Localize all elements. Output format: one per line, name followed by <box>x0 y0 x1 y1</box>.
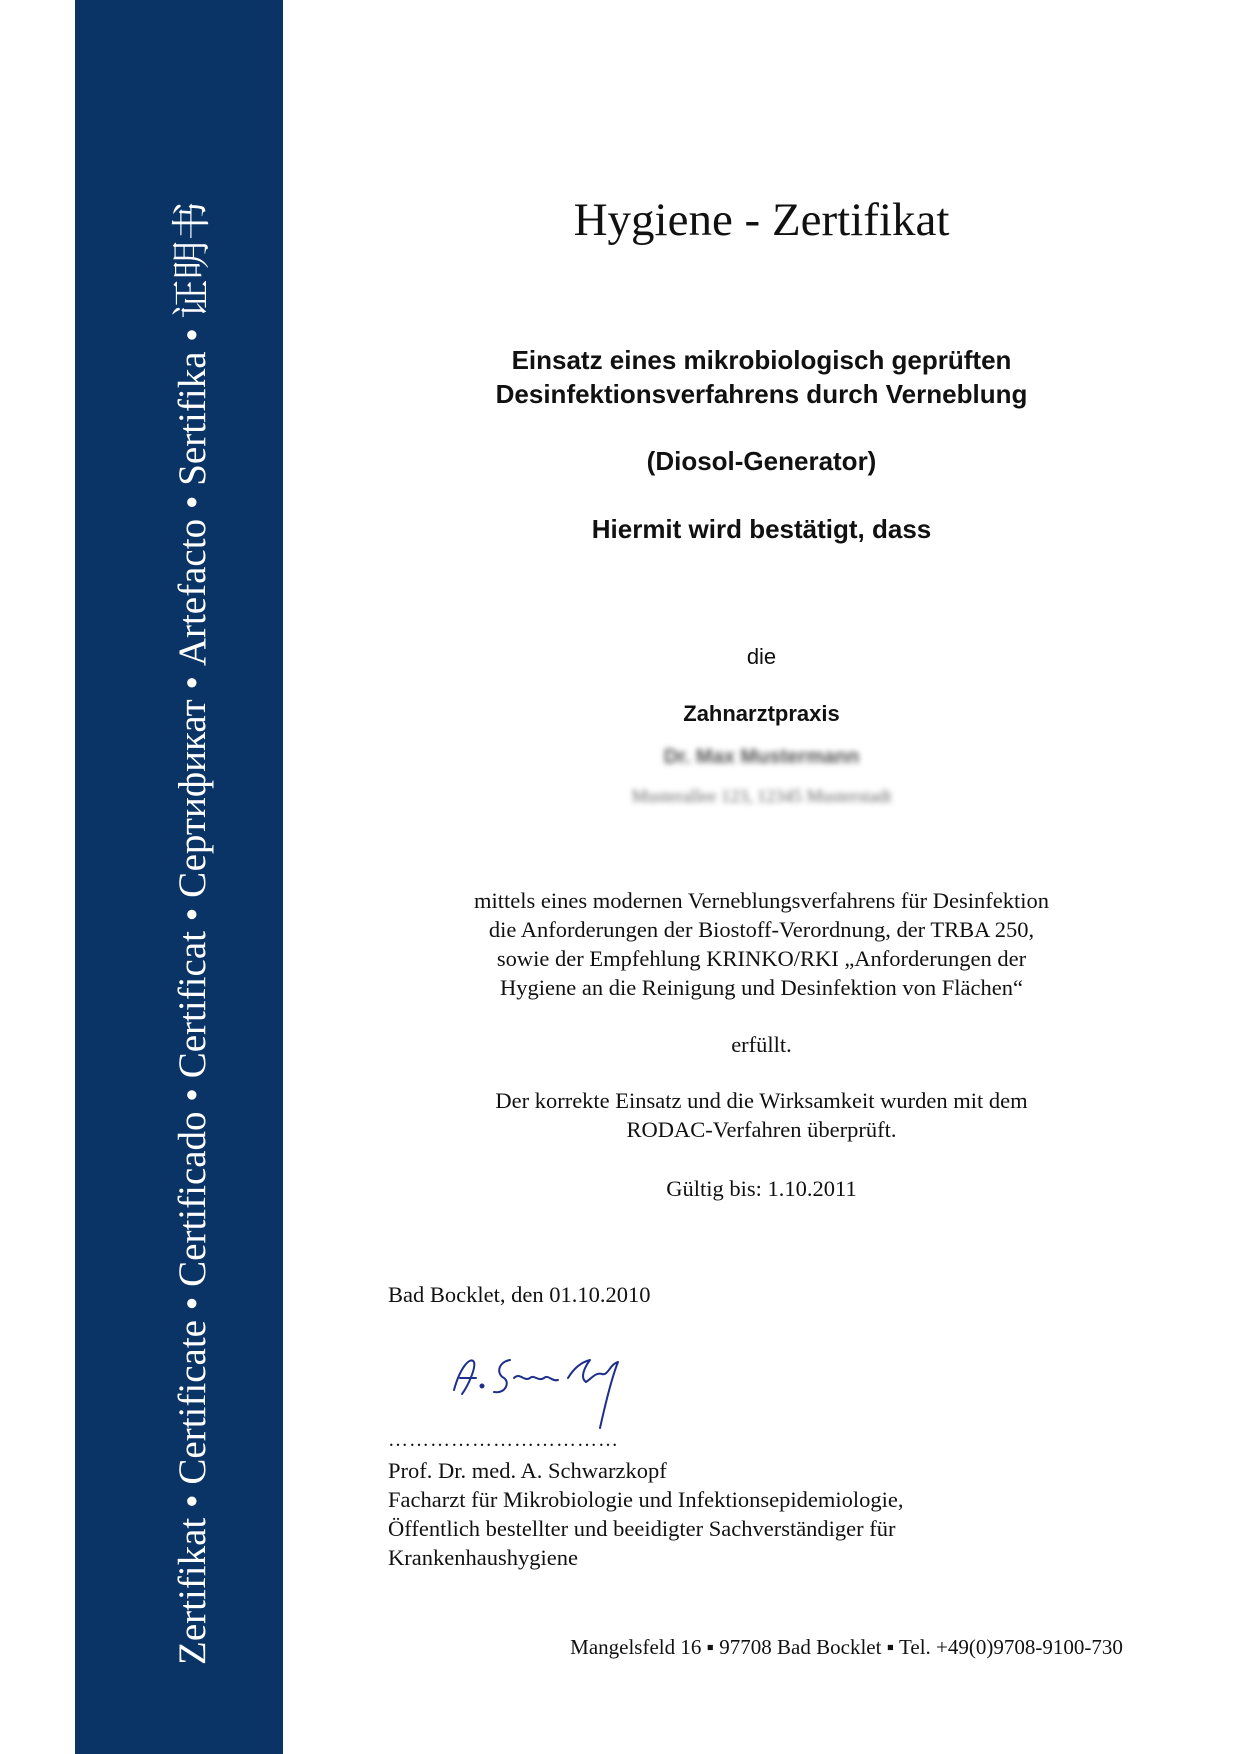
valid-until: Gültig bis: 1.10.2011 <box>666 1176 857 1201</box>
signer-name: Prof. Dr. med. A. Schwarzkopf <box>388 1458 667 1483</box>
article-text: die <box>746 644 777 669</box>
body-line: sowie der Empfehlung KRINKO/RKI „Anforderungen der <box>496 946 1027 971</box>
practice-type: Zahnarztpraxis <box>683 701 840 726</box>
practice-address: Musterallee 123, 12345 Musterstadt <box>631 786 892 806</box>
signature-line: …………………………… <box>388 1429 619 1451</box>
subtitle-line-2: Desinfektionsverfahrens durch Verneblung <box>495 379 1028 409</box>
certificate-title: Hygiene - Zertifikat <box>573 194 950 246</box>
subtitle-line-1: Einsatz eines mikrobiologisch geprüften <box>511 345 1012 375</box>
signer-block <box>388 1456 904 1572</box>
footer-address: Mangelsfeld 16 ▪ 97708 Bad Bocklet ▪ Tel. +49(0)9708-9100-730 <box>570 1635 1123 1659</box>
signer-title: Krankenhaushygiene <box>388 1545 578 1570</box>
verification-text <box>283 1086 1240 1144</box>
generator-label: (Diosol-Generator) <box>646 446 877 476</box>
verification-line-2: RODAC-Verfahren überprüft. <box>626 1117 897 1142</box>
confirmation-text: Hiermit wird bestätigt, dass <box>591 514 932 544</box>
fulfilled-text: erfüllt. <box>731 1032 792 1057</box>
signer-title: Öffentlich bestellter und beeidigter Sachverständiger für <box>388 1516 896 1541</box>
place-date: Bad Bocklet, den 01.10.2010 <box>388 1282 651 1307</box>
verification-line-1: Der korrekte Einsatz und die Wirksamkeit wurden mit dem <box>495 1088 1028 1113</box>
signer-title: Facharzt für Mikrobiologie und Infektionsepidemiologie, <box>388 1487 904 1512</box>
signature-image <box>440 1338 680 1438</box>
certificate-subtitle <box>283 343 1240 411</box>
sidebar-multilingual-label: Zertifikat • Certificate • Certificado • Certificat • Сертификат • Artefacto • Sertifika • 证明书 <box>171 201 214 1665</box>
certificate-body <box>283 886 1240 1002</box>
body-line: die Anforderungen der Biostoff-Verordnung, der TRBA 250, <box>488 917 1035 942</box>
body-line: mittels eines modernen Verneblungsverfahrens für Desinfektion <box>473 888 1050 913</box>
practice-name: Dr. Max Mustermann <box>663 746 860 768</box>
body-line: Hygiene an die Reinigung und Desinfektion von Flächen“ <box>499 975 1023 1000</box>
